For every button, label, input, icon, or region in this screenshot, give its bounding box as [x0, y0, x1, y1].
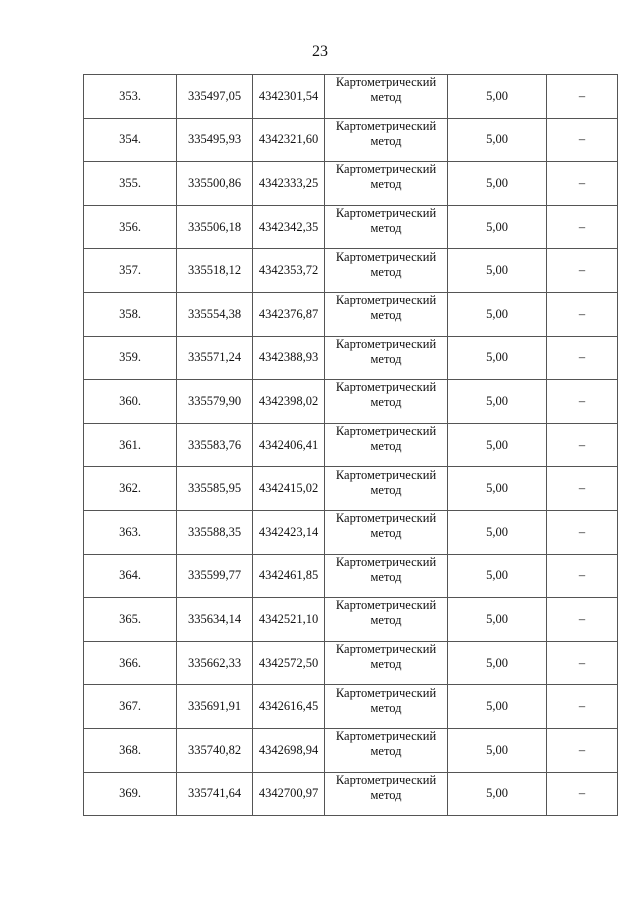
coordinates-table-body [84, 75, 618, 816]
table-row [84, 292, 618, 336]
method-cell [325, 292, 448, 336]
y-coordinate-cell: 4342521,10 [253, 598, 325, 642]
accuracy-cell: 5,00 [448, 554, 547, 598]
method-cell [325, 118, 448, 162]
y-coordinate-cell: 4342415,02 [253, 467, 325, 511]
method-cell [325, 249, 448, 293]
y-coordinate-cell: 4342376,87 [253, 292, 325, 336]
x-coordinate-cell: 335662,33 [177, 641, 253, 685]
point-number-cell: 362. [84, 467, 177, 511]
x-coordinate-cell: 335497,05 [177, 75, 253, 119]
point-number-cell: 367. [84, 685, 177, 729]
method-text: Картометрический метод [335, 598, 437, 628]
method-text: Картометрический метод [335, 424, 437, 454]
y-coordinate-cell: 4342321,60 [253, 118, 325, 162]
point-number-cell: 369. [84, 772, 177, 816]
y-coordinate-cell: 4342398,02 [253, 380, 325, 424]
method-text: Картометрический метод [335, 118, 437, 148]
accuracy-cell: 5,00 [448, 75, 547, 119]
point-number-cell: 353. [84, 75, 177, 119]
point-number-cell: 360. [84, 380, 177, 424]
method-text: Картометрический метод [335, 467, 437, 497]
method-cell [325, 598, 448, 642]
method-cell [325, 205, 448, 249]
method-text: Картометрический метод [335, 729, 437, 759]
accuracy-cell: 5,00 [448, 380, 547, 424]
table-row [84, 685, 618, 729]
method-cell [325, 554, 448, 598]
y-coordinate-cell: 4342333,25 [253, 162, 325, 206]
table-row [84, 554, 618, 598]
table-row [84, 75, 618, 119]
y-coordinate-cell: 4342406,41 [253, 423, 325, 467]
x-coordinate-cell: 335579,90 [177, 380, 253, 424]
table-row [84, 728, 618, 772]
method-text: Картометрический метод [335, 293, 437, 323]
method-cell [325, 380, 448, 424]
table-row [84, 118, 618, 162]
method-text: Картометрический метод [335, 249, 437, 279]
method-cell [325, 162, 448, 206]
note-cell: – [547, 467, 618, 511]
x-coordinate-cell: 335740,82 [177, 728, 253, 772]
y-coordinate-cell: 4342700,97 [253, 772, 325, 816]
y-coordinate-cell: 4342301,54 [253, 75, 325, 119]
x-coordinate-cell: 335588,35 [177, 510, 253, 554]
accuracy-cell: 5,00 [448, 467, 547, 511]
table-row [84, 423, 618, 467]
note-cell: – [547, 292, 618, 336]
x-coordinate-cell: 335691,91 [177, 685, 253, 729]
table-row [84, 249, 618, 293]
x-coordinate-cell: 335599,77 [177, 554, 253, 598]
note-cell: – [547, 380, 618, 424]
method-text: Картометрический метод [335, 554, 437, 584]
accuracy-cell: 5,00 [448, 598, 547, 642]
y-coordinate-cell: 4342388,93 [253, 336, 325, 380]
method-text: Картометрический метод [335, 685, 437, 715]
method-cell [325, 467, 448, 511]
point-number-cell: 361. [84, 423, 177, 467]
x-coordinate-cell: 335634,14 [177, 598, 253, 642]
method-cell [325, 423, 448, 467]
point-number-cell: 363. [84, 510, 177, 554]
x-coordinate-cell: 335741,64 [177, 772, 253, 816]
method-cell [325, 641, 448, 685]
note-cell: – [547, 423, 618, 467]
y-coordinate-cell: 4342342,35 [253, 205, 325, 249]
x-coordinate-cell: 335500,86 [177, 162, 253, 206]
point-number-cell: 364. [84, 554, 177, 598]
point-number-cell: 358. [84, 292, 177, 336]
table-row [84, 380, 618, 424]
note-cell: – [547, 162, 618, 206]
point-number-cell: 365. [84, 598, 177, 642]
point-number-cell: 357. [84, 249, 177, 293]
y-coordinate-cell: 4342423,14 [253, 510, 325, 554]
note-cell: – [547, 249, 618, 293]
x-coordinate-cell: 335554,38 [177, 292, 253, 336]
table-row [84, 641, 618, 685]
accuracy-cell: 5,00 [448, 641, 547, 685]
accuracy-cell: 5,00 [448, 292, 547, 336]
y-coordinate-cell: 4342698,94 [253, 728, 325, 772]
note-cell: – [547, 75, 618, 119]
method-cell [325, 685, 448, 729]
x-coordinate-cell: 335571,24 [177, 336, 253, 380]
accuracy-cell: 5,00 [448, 728, 547, 772]
method-cell [325, 728, 448, 772]
method-text: Картометрический метод [335, 336, 437, 366]
table-row [84, 598, 618, 642]
coordinates-table [83, 74, 618, 816]
note-cell: – [547, 510, 618, 554]
accuracy-cell: 5,00 [448, 336, 547, 380]
note-cell: – [547, 685, 618, 729]
y-coordinate-cell: 4342461,85 [253, 554, 325, 598]
accuracy-cell: 5,00 [448, 510, 547, 554]
y-coordinate-cell: 4342572,50 [253, 641, 325, 685]
x-coordinate-cell: 335518,12 [177, 249, 253, 293]
table-row [84, 467, 618, 511]
note-cell: – [547, 118, 618, 162]
table-row [84, 205, 618, 249]
point-number-cell: 366. [84, 641, 177, 685]
accuracy-cell: 5,00 [448, 205, 547, 249]
method-cell [325, 75, 448, 119]
method-text: Картометрический метод [335, 75, 437, 105]
accuracy-cell: 5,00 [448, 162, 547, 206]
method-text: Картометрический метод [335, 772, 437, 802]
accuracy-cell: 5,00 [448, 772, 547, 816]
table-row [84, 336, 618, 380]
method-cell [325, 336, 448, 380]
note-cell: – [547, 598, 618, 642]
y-coordinate-cell: 4342616,45 [253, 685, 325, 729]
method-cell [325, 772, 448, 816]
accuracy-cell: 5,00 [448, 423, 547, 467]
table-row [84, 772, 618, 816]
table-row [84, 162, 618, 206]
table-row [84, 510, 618, 554]
note-cell: – [547, 772, 618, 816]
accuracy-cell: 5,00 [448, 118, 547, 162]
point-number-cell: 368. [84, 728, 177, 772]
note-cell: – [547, 554, 618, 598]
method-text: Картометрический метод [335, 642, 437, 672]
accuracy-cell: 5,00 [448, 685, 547, 729]
x-coordinate-cell: 335585,95 [177, 467, 253, 511]
accuracy-cell: 5,00 [448, 249, 547, 293]
point-number-cell: 355. [84, 162, 177, 206]
x-coordinate-cell: 335506,18 [177, 205, 253, 249]
method-text: Картометрический метод [335, 380, 437, 410]
method-text: Картометрический метод [335, 162, 437, 192]
method-cell [325, 510, 448, 554]
method-text: Картометрический метод [335, 206, 437, 236]
point-number-cell: 356. [84, 205, 177, 249]
note-cell: – [547, 336, 618, 380]
y-coordinate-cell: 4342353,72 [253, 249, 325, 293]
note-cell: – [547, 641, 618, 685]
x-coordinate-cell: 335583,76 [177, 423, 253, 467]
x-coordinate-cell: 335495,93 [177, 118, 253, 162]
page-number: 23 [312, 43, 328, 60]
point-number-cell: 359. [84, 336, 177, 380]
note-cell: – [547, 205, 618, 249]
point-number-cell: 354. [84, 118, 177, 162]
method-text: Картометрический метод [335, 511, 437, 541]
note-cell: – [547, 728, 618, 772]
